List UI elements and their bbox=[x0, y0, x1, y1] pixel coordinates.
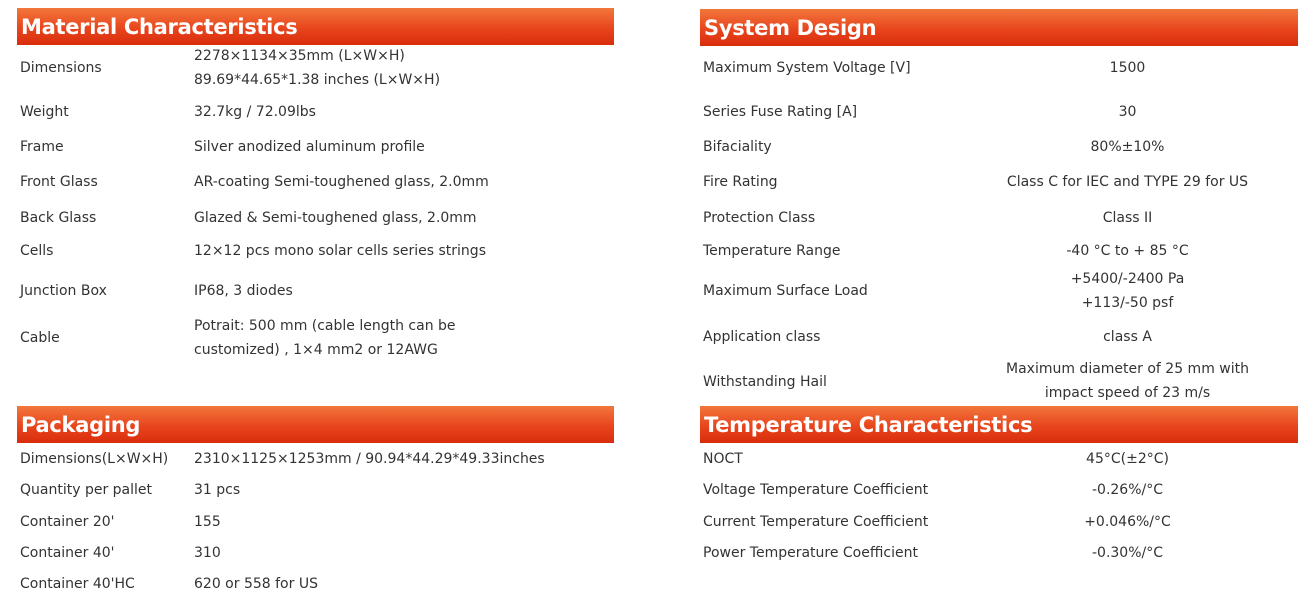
spec-value: Maximum diameter of 25 mm with impact speed of 23 m/s bbox=[1006, 361, 1249, 401]
spec-value: 155 bbox=[194, 514, 221, 530]
spec-value: 45°C(±2°C) bbox=[1086, 451, 1169, 467]
spec-label: Dimensions(L×W×H) bbox=[20, 451, 169, 467]
spec-value: 31 pcs bbox=[194, 482, 241, 498]
spec-value: 80%±10% bbox=[1090, 139, 1165, 155]
spec-value: 620 or 558 for US bbox=[194, 576, 318, 592]
spec-label: Container 40'HC bbox=[20, 576, 135, 592]
packaging-header: Packaging bbox=[17, 406, 614, 443]
spec-label: Quantity per pallet bbox=[20, 482, 153, 498]
spec-label: Cable bbox=[20, 330, 60, 346]
spec-value: 32.7kg / 72.09lbs bbox=[194, 104, 316, 120]
spec-label: Weight bbox=[20, 104, 69, 120]
temperature-characteristics-header: Temperature Characteristics bbox=[700, 406, 1298, 443]
spec-value: Class II bbox=[1102, 210, 1153, 226]
spec-value: -0.26%/°C bbox=[1091, 482, 1164, 498]
spec-value: Class C for IEC and TYPE 29 for US bbox=[1006, 174, 1249, 190]
spec-label: Bifaciality bbox=[703, 139, 772, 155]
system-design-panel bbox=[700, 9, 1298, 401]
spec-value: Glazed & Semi-toughened glass, 2.0mm bbox=[194, 210, 477, 226]
spec-label: Current Temperature Coefficient bbox=[703, 514, 929, 530]
system-design-header: System Design bbox=[700, 9, 1298, 46]
spec-label: Maximum System Voltage [V] bbox=[703, 60, 911, 76]
spec-label: Fire Rating bbox=[703, 174, 778, 190]
spec-value: +5400/-2400 Pa +113/-50 psf bbox=[1070, 271, 1185, 311]
packaging-panel bbox=[17, 406, 614, 602]
spec-label: Frame bbox=[20, 139, 64, 155]
temperature-characteristics-panel bbox=[700, 406, 1298, 571]
spec-label: Back Glass bbox=[20, 210, 97, 226]
spec-label: Withstanding Hail bbox=[703, 374, 827, 390]
spec-label: Front Glass bbox=[20, 174, 98, 190]
spec-value: +0.046%/°C bbox=[1084, 514, 1171, 530]
spec-value: IP68, 3 diodes bbox=[194, 283, 293, 299]
spec-value: Potrait: 500 mm (cable length can be customized) , 1×4 mm2 or 12AWG bbox=[194, 318, 456, 358]
spec-value: 2278×1134×35mm (L×W×H) 89.69*44.65*1.38 inches (L×W×H) bbox=[194, 48, 441, 88]
spec-label: NOCT bbox=[703, 451, 743, 467]
spec-value: 12×12 pcs mono solar cells series strings bbox=[194, 243, 486, 259]
spec-value: -40 °C to + 85 °C bbox=[1066, 243, 1189, 259]
spec-label: Container 20' bbox=[20, 514, 115, 530]
spec-value: 30 bbox=[1118, 104, 1137, 120]
spec-value: Silver anodized aluminum profile bbox=[194, 139, 425, 155]
spec-label: Junction Box bbox=[20, 283, 107, 299]
spec-label: Dimensions bbox=[20, 60, 102, 76]
spec-label: Voltage Temperature Coefficient bbox=[703, 482, 929, 498]
spec-label: Temperature Range bbox=[703, 243, 841, 259]
material-characteristics-panel bbox=[17, 8, 614, 398]
spec-label: Power Temperature Coefficient bbox=[703, 545, 918, 561]
spec-label: Application class bbox=[703, 329, 821, 345]
spec-value: AR-coating Semi-toughened glass, 2.0mm bbox=[194, 174, 489, 190]
spec-value: 1500 bbox=[1109, 60, 1146, 76]
spec-value: 310 bbox=[194, 545, 221, 561]
spec-label: Protection Class bbox=[703, 210, 816, 226]
spec-label: Series Fuse Rating [A] bbox=[703, 104, 858, 120]
spec-value: 2310×1125×1253mm / 90.94*44.29*49.33inches bbox=[194, 451, 545, 467]
spec-label: Container 40' bbox=[20, 545, 115, 561]
spec-value: -0.30%/°C bbox=[1091, 545, 1164, 561]
material-characteristics-header: Material Characteristics bbox=[17, 8, 614, 45]
spec-label: Cells bbox=[20, 243, 54, 259]
spec-value: class A bbox=[1103, 329, 1152, 345]
spec-label: Maximum Surface Load bbox=[703, 283, 868, 299]
